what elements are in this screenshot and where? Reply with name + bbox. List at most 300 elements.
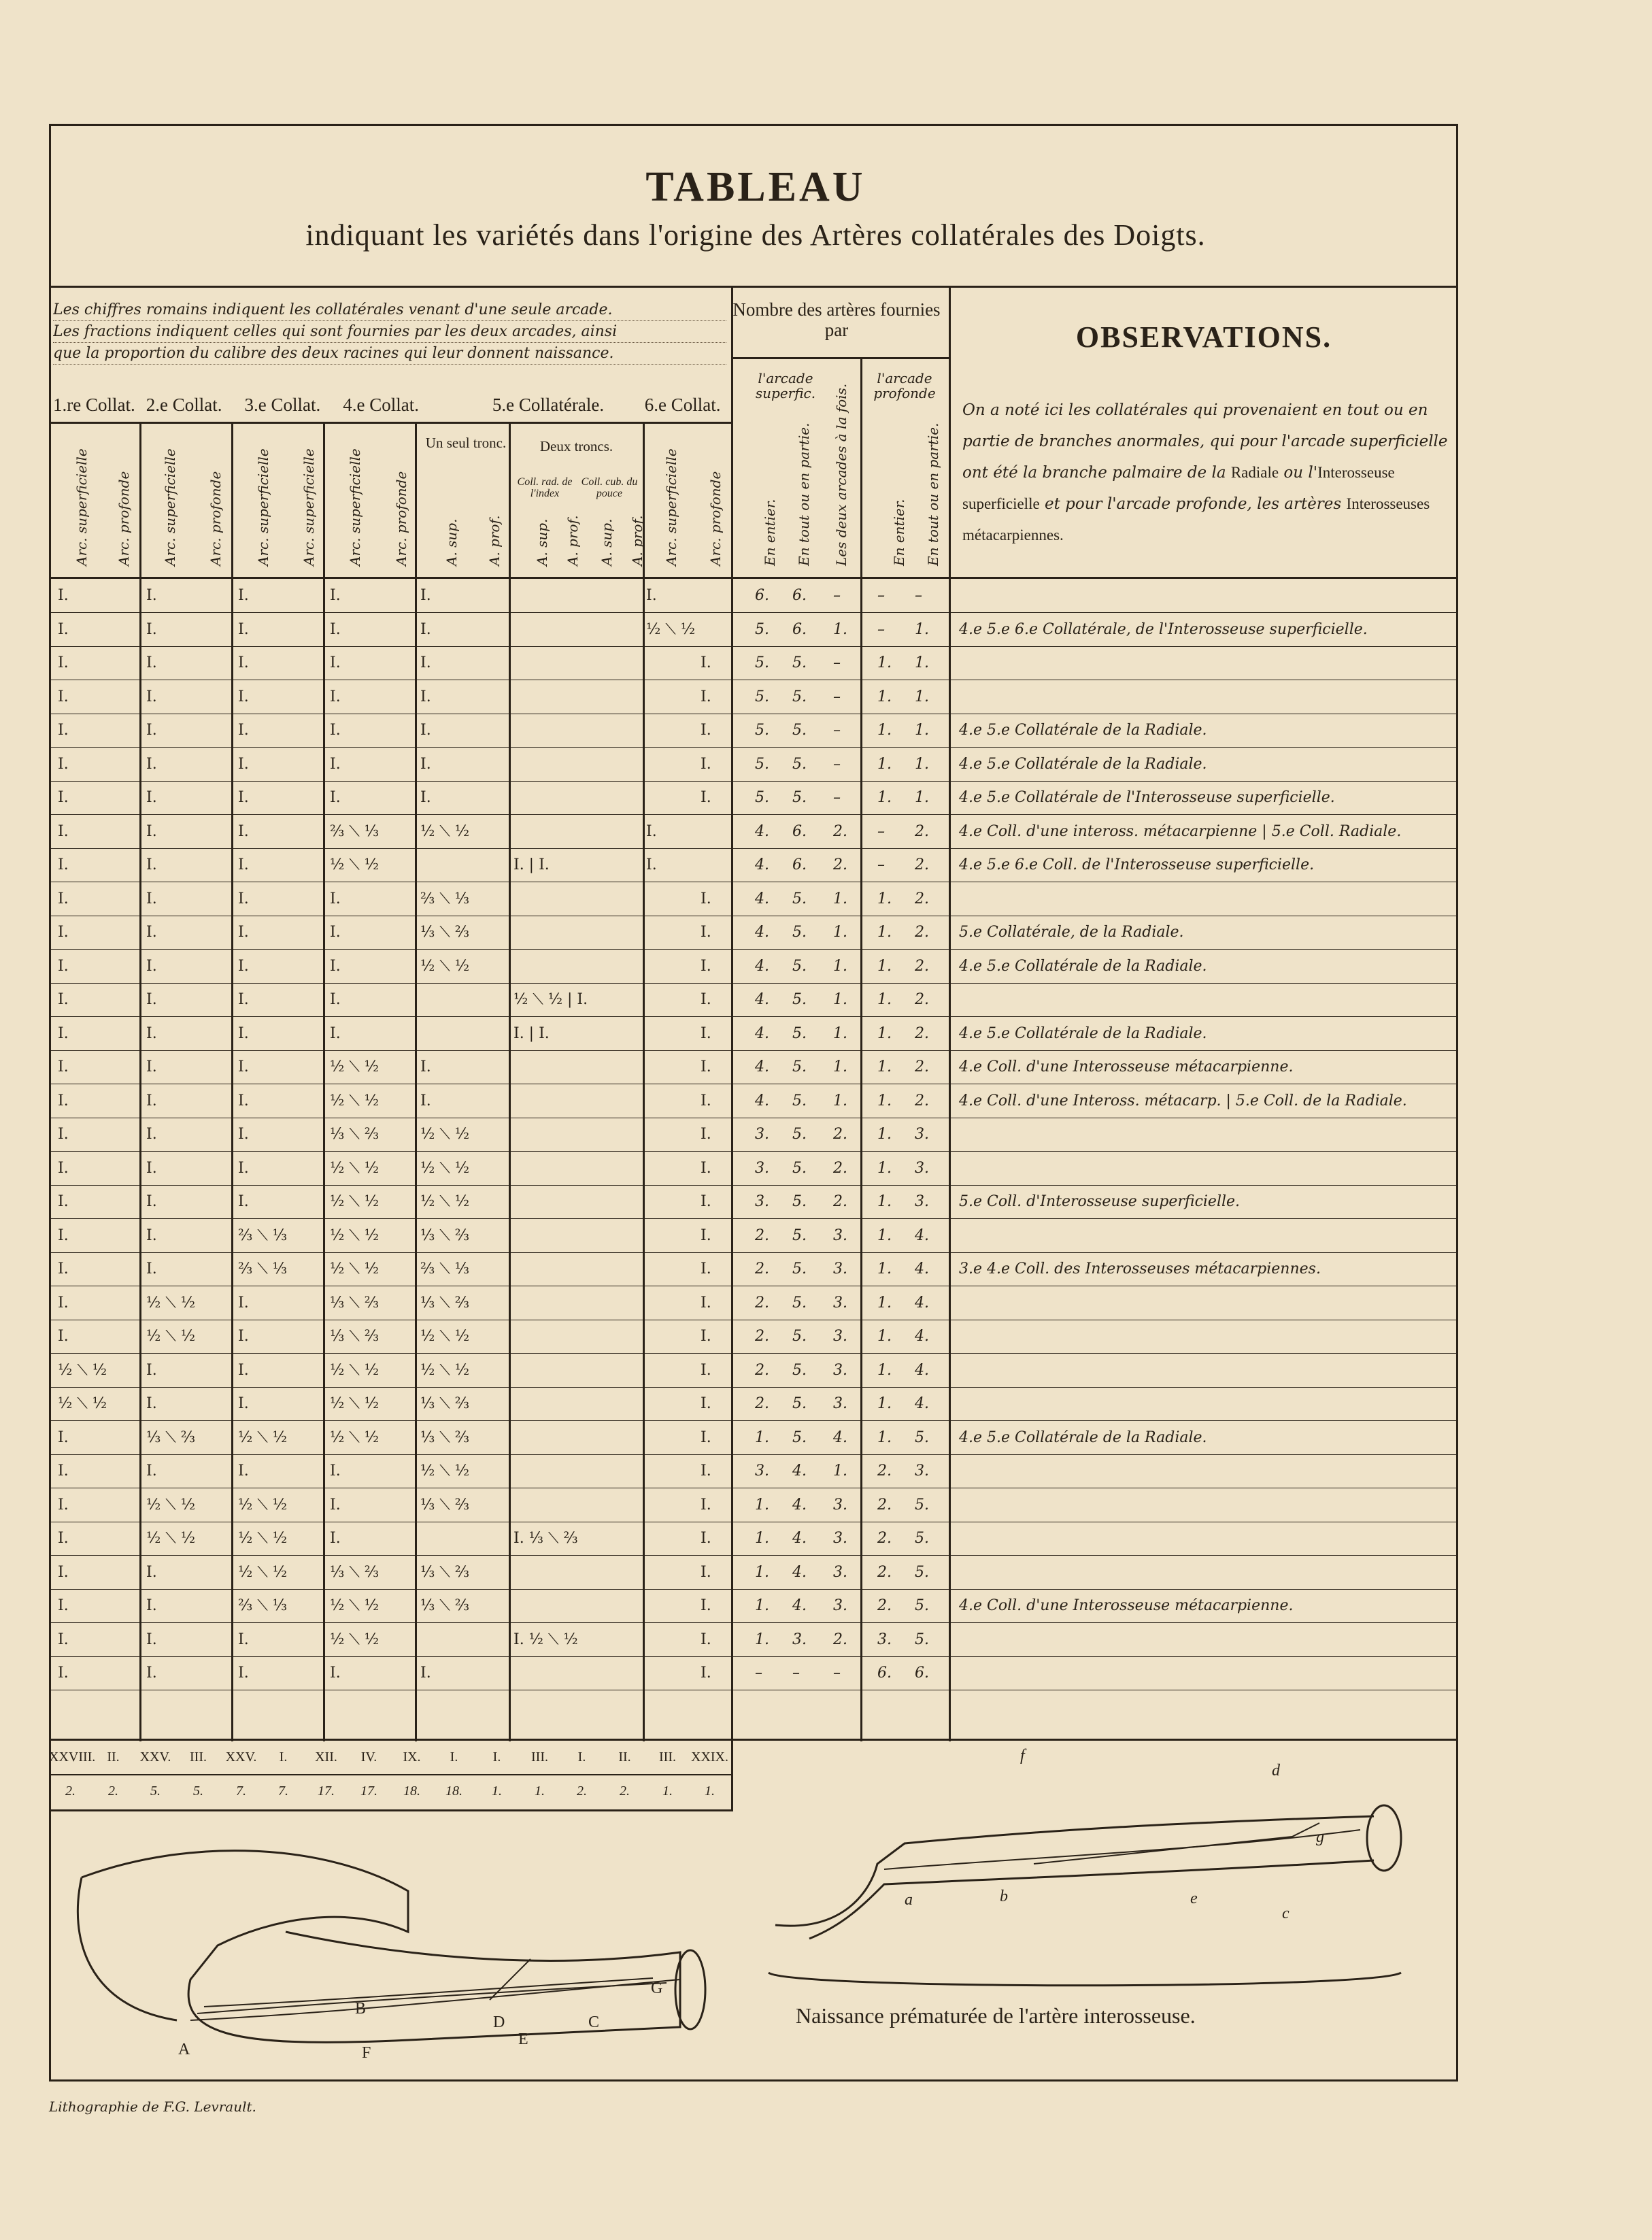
count-cell: 1. xyxy=(877,1362,892,1379)
collateral-cell: I. xyxy=(238,1395,249,1412)
collateral-cell: I. xyxy=(701,722,711,739)
collateral-cell: I. xyxy=(330,1530,341,1547)
count-cell: 4. xyxy=(755,1025,769,1042)
count-cell: – xyxy=(755,1665,762,1682)
count-cell: 1. xyxy=(833,1025,847,1042)
count-cell: 3. xyxy=(833,1530,847,1547)
observation-cell: 4.e Coll. d'une inteross. métacarpienne | 5.e Coll. Radiale. xyxy=(959,823,1402,840)
collateral-cell: I. xyxy=(58,924,69,941)
count-cell: 3. xyxy=(833,1395,847,1412)
count-cell: 1. xyxy=(877,890,892,907)
count-cell: 3. xyxy=(833,1328,847,1345)
count-cell: 6. xyxy=(915,1665,929,1682)
count-cell: 2. xyxy=(877,1564,892,1581)
count-cell: 5. xyxy=(792,1227,807,1244)
count-cell: 1. xyxy=(877,1092,892,1109)
collateral-cell: I. xyxy=(238,1462,249,1480)
count-cell: 1. xyxy=(877,654,892,671)
collat-3-header: 3.e Collat. xyxy=(244,395,321,415)
count-cell: 1. xyxy=(877,1429,892,1446)
collateral-cell: I. xyxy=(701,1193,711,1210)
observation-cell: 4.e 5.e 6.e Coll. de l'Interosseuse superficielle. xyxy=(959,856,1315,873)
count-cell: 2. xyxy=(915,856,929,873)
observations-intro-f: Interosseuses métacarpiennes. xyxy=(962,495,1430,544)
count-cell: 3. xyxy=(915,1126,929,1143)
count-cell: 1. xyxy=(833,958,847,975)
collateral-cell: I. xyxy=(146,587,157,604)
collateral-cell: I. xyxy=(701,1294,711,1311)
count-cell: 5. xyxy=(792,722,807,739)
count-cell: 1. xyxy=(877,1260,892,1277)
count-cell: 1. xyxy=(877,1227,892,1244)
column-label-text: Arc. profonde xyxy=(207,471,224,566)
table-row xyxy=(49,647,1458,680)
count-cell: 6. xyxy=(792,587,807,604)
table-row xyxy=(49,1522,1458,1555)
collateral-cell: I. xyxy=(701,1530,711,1547)
count-cell: 1. xyxy=(877,1160,892,1177)
collateral-cell: ⅓ ⟍ ⅔ xyxy=(330,1328,380,1345)
collateral-cell: I. xyxy=(146,1564,157,1581)
count-cell: 4. xyxy=(915,1395,929,1412)
table-row xyxy=(49,1388,1458,1420)
total-count-cell: 7. xyxy=(236,1784,246,1799)
collateral-cell: I. xyxy=(646,856,657,873)
count-cell: – xyxy=(792,1665,800,1682)
collateral-cell: I. xyxy=(238,1328,249,1345)
count-cell: 4. xyxy=(833,1429,847,1446)
total-roman-cell: I. xyxy=(450,1750,458,1765)
collateral-cell: ½ ⟍ ½ xyxy=(238,1497,288,1514)
collateral-cell: ⅔ ⟍ ⅓ xyxy=(330,823,380,840)
count-cell: 1. xyxy=(833,890,847,907)
collateral-cell: I. xyxy=(330,991,341,1008)
row-divider xyxy=(49,1555,1458,1556)
collateral-cell: ⅔ ⟍ ⅓ xyxy=(238,1597,288,1614)
collateral-cell: ½ ⟍ ½ xyxy=(330,1058,380,1075)
count-cell: 5. xyxy=(915,1631,929,1648)
count-cell: 4. xyxy=(755,823,769,840)
collateral-headers xyxy=(53,395,733,416)
collateral-cell: I. xyxy=(146,1362,157,1379)
collateral-cell: I. xyxy=(701,1665,711,1682)
count-cell: 6. xyxy=(792,856,807,873)
collateral-cell: I. xyxy=(330,924,341,941)
observations-intro-a: On a noté ici les collatérales qui provenaient en tout ou en partie de branches anormales, qui pour l'arcade superficielle ont été la branche palmaire de la xyxy=(962,401,1448,482)
count-cell: 4. xyxy=(755,991,769,1008)
count-cell: 1. xyxy=(915,722,929,739)
count-cell: 4. xyxy=(915,1260,929,1277)
collat-6-header: 6.e Collat. xyxy=(644,395,721,415)
collat-4-header: 4.e Collat. xyxy=(343,395,419,415)
collateral-cell: I. xyxy=(701,1462,711,1480)
collateral-cell: ½ ⟍ ½ xyxy=(58,1362,107,1379)
count-cell: 3. xyxy=(833,1597,847,1614)
total-roman-cell: I. xyxy=(279,1750,288,1765)
collateral-cell: I. xyxy=(701,1597,711,1614)
collateral-cell: I. xyxy=(146,1395,157,1412)
collateral-cell: I. xyxy=(420,688,431,705)
collateral-cell: I. xyxy=(238,756,249,773)
collateral-cell: I. xyxy=(238,789,249,806)
count-cell: 1. xyxy=(877,1328,892,1345)
table-row xyxy=(49,614,1458,646)
count-cell: 3. xyxy=(915,1160,929,1177)
column-label-text: A. sup. xyxy=(599,518,615,566)
collateral-cell: I. xyxy=(146,654,157,671)
collateral-cell: I. xyxy=(701,1564,711,1581)
collateral-cell: I. xyxy=(146,1092,157,1109)
row-divider xyxy=(49,814,1458,815)
collateral-cell: I. xyxy=(330,1025,341,1042)
collateral-cell: ½ ⟍ ½ xyxy=(420,958,470,975)
observation-cell: 4.e Coll. d'une Inteross. métacarp. | 5.e Coll. de la Radiale. xyxy=(959,1092,1407,1109)
total-count-cell: 7. xyxy=(278,1784,288,1799)
count-cell: 2. xyxy=(755,1227,769,1244)
collateral-cell: I. xyxy=(330,621,341,638)
collateral-cell: I. xyxy=(701,1429,711,1446)
collateral-cell: I. xyxy=(701,1362,711,1379)
row-divider xyxy=(49,1420,1458,1421)
table-row xyxy=(49,1489,1458,1522)
column-label xyxy=(423,435,464,571)
count-cell: 5. xyxy=(792,991,807,1008)
count-cell: – xyxy=(833,756,841,773)
collateral-cell: I. xyxy=(146,789,157,806)
fig-label-f: F xyxy=(362,2044,371,2062)
coll-cub-header: Coll. cub. du pouce xyxy=(581,476,638,499)
count-cell: 6. xyxy=(792,823,807,840)
column-divider xyxy=(139,422,141,1741)
row-divider xyxy=(49,1353,1458,1354)
count-cell: 1. xyxy=(877,688,892,705)
count-cell: 2. xyxy=(755,1328,769,1345)
count-cell: 5. xyxy=(792,756,807,773)
count-cell: 1. xyxy=(833,621,847,638)
count-cell: 4. xyxy=(915,1294,929,1311)
collateral-cell: I. xyxy=(420,1665,431,1682)
count-cell: 3. xyxy=(833,1294,847,1311)
column-label-text: Arc. profonde xyxy=(116,471,132,566)
total-count-cell: 5. xyxy=(193,1784,203,1799)
collateral-cell: ⅓ ⟍ ⅔ xyxy=(420,1597,470,1614)
observation-cell: 5.e Coll. d'Interosseuse superficielle. xyxy=(959,1193,1241,1210)
collateral-cell: ⅔ ⟍ ⅓ xyxy=(420,1260,470,1277)
table-row xyxy=(49,1590,1458,1622)
collateral-cell: I. xyxy=(58,1631,69,1648)
table-row xyxy=(49,816,1458,848)
collateral-cell: I. xyxy=(146,1126,157,1143)
count-cell: 1. xyxy=(877,1058,892,1075)
count-cell: 2. xyxy=(915,890,929,907)
collateral-cell: I. xyxy=(146,823,157,840)
column-label-text: A. prof. xyxy=(629,515,645,566)
fig-label-e-small: e xyxy=(1190,1890,1198,1907)
collateral-cell: ½ ⟍ ½ xyxy=(420,1462,470,1480)
column-label-text: A. prof. xyxy=(564,515,581,566)
collateral-cell: I. xyxy=(58,890,69,907)
column-label xyxy=(95,435,136,571)
collateral-cell: ½ ⟍ ½ xyxy=(420,1362,470,1379)
collateral-cell: I. xyxy=(701,1631,711,1648)
collateral-cell: I. xyxy=(146,722,157,739)
collateral-cell: I. xyxy=(701,890,711,907)
count-cell: – xyxy=(833,688,841,705)
table-row xyxy=(49,1018,1458,1050)
collateral-cell: I. xyxy=(330,890,341,907)
count-cell: 3. xyxy=(877,1631,892,1648)
column-label xyxy=(643,435,684,571)
collateral-cell: I. xyxy=(58,823,69,840)
hand-figure-right xyxy=(762,1755,1428,2000)
fig-label-c-small: c xyxy=(1282,1905,1289,1922)
count-cell: 5. xyxy=(792,1193,807,1210)
row-divider xyxy=(49,612,1458,613)
table-row xyxy=(49,950,1458,983)
count-cell: 5. xyxy=(915,1429,929,1446)
count-cell: 2. xyxy=(915,958,929,975)
collateral-cell: I. xyxy=(238,958,249,975)
count-cell: 4. xyxy=(755,924,769,941)
collateral-cell: I. ⅓ ⟍ ⅔ xyxy=(513,1530,578,1547)
count-cell: 2. xyxy=(915,823,929,840)
collateral-cell: I. xyxy=(330,1497,341,1514)
count-cell: 2. xyxy=(833,823,847,840)
count-cell: 3. xyxy=(755,1126,769,1143)
collateral-cell: ½ ⟍ ½ xyxy=(146,1328,196,1345)
count-cell: 5. xyxy=(755,756,769,773)
arcade-sup-header: l'arcade superfic. xyxy=(755,370,816,401)
table-row xyxy=(49,883,1458,916)
collateral-cell: I. xyxy=(58,587,69,604)
collateral-cell: I. xyxy=(58,1058,69,1075)
totals-divider xyxy=(49,1774,731,1775)
header-divider xyxy=(49,286,1458,288)
count-cell: 1. xyxy=(915,654,929,671)
collateral-cell: I. | I. xyxy=(513,1025,550,1042)
table-row xyxy=(49,1455,1458,1488)
count-cell: 4. xyxy=(792,1497,807,1514)
total-roman-cell: III. xyxy=(190,1750,207,1765)
collateral-cell: I. xyxy=(58,1092,69,1109)
collateral-cell: I. xyxy=(330,688,341,705)
count-cell: 2. xyxy=(877,1530,892,1547)
lithographer-credit: Lithographie de F.G. Levrault. xyxy=(49,2099,256,2115)
total-count-cell: 1. xyxy=(535,1784,545,1799)
collateral-cell: I. xyxy=(701,1227,711,1244)
column-label-text: Arc. superficielle xyxy=(162,448,178,566)
collateral-cell: I. xyxy=(420,722,431,739)
count-cell: – xyxy=(877,587,885,604)
count-cell: 2. xyxy=(915,1092,929,1109)
count-cell: 2. xyxy=(833,1126,847,1143)
count-cell: 1. xyxy=(915,688,929,705)
observation-cell: 3.e 4.e Coll. des Interosseuses métacarpiennes. xyxy=(959,1260,1321,1277)
collateral-cell: I. xyxy=(58,1665,69,1682)
column-label-text: A. prof. xyxy=(486,515,503,566)
collateral-cell: I. xyxy=(58,1160,69,1177)
count-cell: 1. xyxy=(877,1395,892,1412)
table-row xyxy=(49,1422,1458,1454)
collateral-cell: I. xyxy=(238,1294,249,1311)
count-cell: 4. xyxy=(915,1328,929,1345)
collateral-cell: I. xyxy=(238,991,249,1008)
table-row xyxy=(49,1051,1458,1084)
count-cell: 2. xyxy=(877,1497,892,1514)
total-count-cell: 1. xyxy=(705,1784,715,1799)
collateral-cell: I. xyxy=(146,1193,157,1210)
collateral-cell: I. xyxy=(701,1092,711,1109)
collateral-cell: I. xyxy=(330,958,341,975)
column-label xyxy=(466,435,507,571)
collateral-cell: I. xyxy=(238,856,249,873)
fig-label-b-small: b xyxy=(1000,1888,1008,1905)
collateral-cell: I. xyxy=(701,688,711,705)
collateral-cell: I. xyxy=(238,1665,249,1682)
count-cell: 5. xyxy=(755,789,769,806)
count-cell: 5. xyxy=(755,688,769,705)
column-label-text: Arc. profonde xyxy=(707,471,724,566)
column-label-text: Arc. superficielle xyxy=(663,448,679,566)
observation-cell: 4.e 5.e Collatérale de l'Interosseuse superficielle. xyxy=(959,789,1335,806)
collateral-cell: I. xyxy=(146,991,157,1008)
count-cell: 1. xyxy=(755,1429,769,1446)
collateral-cell: I. xyxy=(420,789,431,806)
table-row xyxy=(49,1354,1458,1387)
collateral-cell: ⅓ ⟍ ⅔ xyxy=(330,1126,380,1143)
fig-label-b: B xyxy=(355,2000,367,2018)
column-label-text: Arc. profonde xyxy=(393,471,409,566)
count-cell: 1. xyxy=(877,991,892,1008)
count-cell: 1. xyxy=(877,1025,892,1042)
collateral-cell: ½ ⟍ ½ xyxy=(330,856,380,873)
count-label-text: Les deux arcades à la fois. xyxy=(833,383,849,566)
collateral-cell: ⅓ ⟍ ⅔ xyxy=(420,1227,470,1244)
count-cell: 4. xyxy=(915,1227,929,1244)
count-cell: 1. xyxy=(755,1631,769,1648)
collateral-cell: I. xyxy=(646,823,657,840)
count-cell: 1. xyxy=(755,1497,769,1514)
collateral-cell: I. xyxy=(701,789,711,806)
collateral-cell: I. xyxy=(58,856,69,873)
collateral-cell: I. xyxy=(420,621,431,638)
collateral-cell: I. xyxy=(58,1193,69,1210)
collateral-cell: I. xyxy=(58,688,69,705)
collateral-cell: I. xyxy=(238,1058,249,1075)
total-count-cell: 1. xyxy=(492,1784,502,1799)
collateral-cell: I. xyxy=(701,1126,711,1143)
collateral-cell: I. xyxy=(58,1530,69,1547)
total-roman-cell: I. xyxy=(577,1750,586,1765)
collateral-cell: I. xyxy=(58,1126,69,1143)
nombre-divider xyxy=(731,357,949,359)
count-cell: 2. xyxy=(915,991,929,1008)
count-label xyxy=(775,422,816,571)
collateral-cell: I. xyxy=(58,1429,69,1446)
count-cell: 2. xyxy=(755,1395,769,1412)
column-label xyxy=(235,435,275,571)
collateral-cell: ⅓ ⟍ ⅔ xyxy=(420,1294,470,1311)
collateral-cell: I. xyxy=(701,1497,711,1514)
total-roman-cell: XXV. xyxy=(139,1750,171,1765)
collateral-cell: ½ ⟍ ½ xyxy=(330,1193,380,1210)
count-cell: 5. xyxy=(915,1530,929,1547)
un-seul-tronc-header: Un seul tronc. xyxy=(425,435,507,451)
table-row xyxy=(49,1118,1458,1151)
column-label-text: Arc. superficielle xyxy=(301,448,317,566)
collateral-cell: ⅔ ⟍ ⅓ xyxy=(238,1227,288,1244)
count-cell: 5. xyxy=(792,1294,807,1311)
collateral-cell: ½ ⟍ ½ xyxy=(330,1429,380,1446)
total-count-cell: 2. xyxy=(620,1784,630,1799)
count-cell: 6. xyxy=(755,587,769,604)
observation-cell: 4.e Coll. d'une Interosseuse métacarpienne. xyxy=(959,1058,1294,1075)
count-cell: 1. xyxy=(833,991,847,1008)
table-row xyxy=(49,1152,1458,1185)
count-cell: 4. xyxy=(792,1530,807,1547)
collateral-cell: I. xyxy=(146,1160,157,1177)
collateral-cell: I. xyxy=(330,722,341,739)
collateral-cell: I. xyxy=(146,1462,157,1480)
collateral-cell: I. xyxy=(58,1497,69,1514)
observation-cell: 4.e 5.e Collatérale de la Radiale. xyxy=(959,722,1207,739)
collateral-cell: I. xyxy=(58,621,69,638)
column-divider xyxy=(643,422,645,1741)
collateral-cell: ½ ⟍ ½ xyxy=(238,1530,288,1547)
count-cell: 1. xyxy=(755,1530,769,1547)
count-label-text: En entier. xyxy=(891,499,907,566)
table-row xyxy=(49,1186,1458,1218)
count-cell: – xyxy=(915,587,922,604)
total-count-cell: 2. xyxy=(577,1784,587,1799)
total-count-cell: 17. xyxy=(360,1784,377,1799)
collateral-cell: I. xyxy=(58,991,69,1008)
count-cell: 1. xyxy=(877,1294,892,1311)
count-cell: 1. xyxy=(877,1193,892,1210)
rows-top-divider xyxy=(49,577,1458,579)
deux-troncs-header: Deux troncs. xyxy=(539,438,613,454)
observation-cell: 4.e 5.e 6.e Collatérale, de l'Interosseuse superficielle. xyxy=(959,621,1368,638)
column-label-text: Arc. superficielle xyxy=(347,448,363,566)
row-divider xyxy=(49,1218,1458,1219)
count-cell: 1. xyxy=(877,924,892,941)
count-cell: 2. xyxy=(833,1631,847,1648)
legend-line: que la proportion du calibre des deux racines qui leur donnent naissance. xyxy=(53,343,726,365)
count-cell: 5. xyxy=(915,1497,929,1514)
collateral-cell: ⅔ ⟍ ⅓ xyxy=(420,890,470,907)
table-row xyxy=(49,916,1458,949)
count-cell: 3. xyxy=(915,1193,929,1210)
count-cell: 1. xyxy=(915,756,929,773)
collateral-cell: ⅓ ⟍ ⅔ xyxy=(420,1429,470,1446)
collateral-cell: I. xyxy=(58,958,69,975)
row-divider xyxy=(49,1151,1458,1152)
count-cell: 1. xyxy=(877,789,892,806)
arcade-prof-header: l'arcade profonde xyxy=(873,370,936,401)
collateral-cell: I. xyxy=(58,1294,69,1311)
count-cell: 2. xyxy=(877,1462,892,1480)
total-count-cell: 2. xyxy=(65,1784,75,1799)
count-cell: 3. xyxy=(833,1564,847,1581)
nombre-header: Nombre des artères fournies par xyxy=(732,299,941,340)
collateral-cell: I. xyxy=(238,1126,249,1143)
column-label xyxy=(687,435,728,571)
legend-line: Les chiffres romains indiquent les collatérales venant d'une seule arcade. xyxy=(53,299,726,321)
count-cell: 3. xyxy=(755,1193,769,1210)
count-cell: 2. xyxy=(833,1160,847,1177)
count-cell: 1. xyxy=(877,722,892,739)
row-divider xyxy=(49,747,1458,748)
